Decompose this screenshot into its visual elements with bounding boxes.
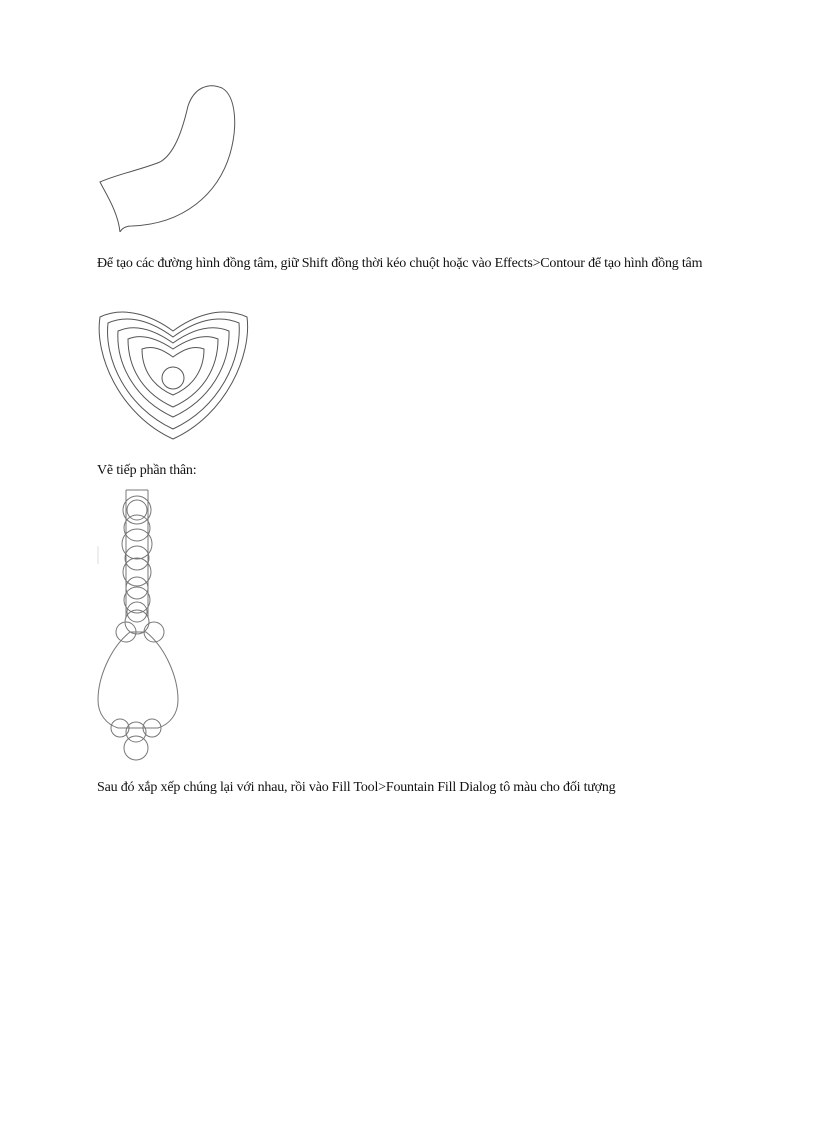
curved-shape-drawing [96,82,241,232]
body-figure [96,488,186,763]
body-heading-text: Vẽ tiếp phần thân: [97,463,197,478]
body-drawing [96,488,186,763]
contour-figure [96,305,251,445]
contour-instruction-text: Để tạo các đường hình đồng tâm, giữ Shift đồng thời kéo chuột hoặc vào Effects>Contour để tạo hình đồng tâm [97,256,703,271]
contour-drawing [96,305,251,445]
curved-shape-figure [96,82,241,232]
arrange-instruction-text: Sau đó xắp xếp chúng lại với nhau, rồi vào Fill Tool>Fountain Fill Dialog tô màu cho đối tượng [97,780,616,795]
